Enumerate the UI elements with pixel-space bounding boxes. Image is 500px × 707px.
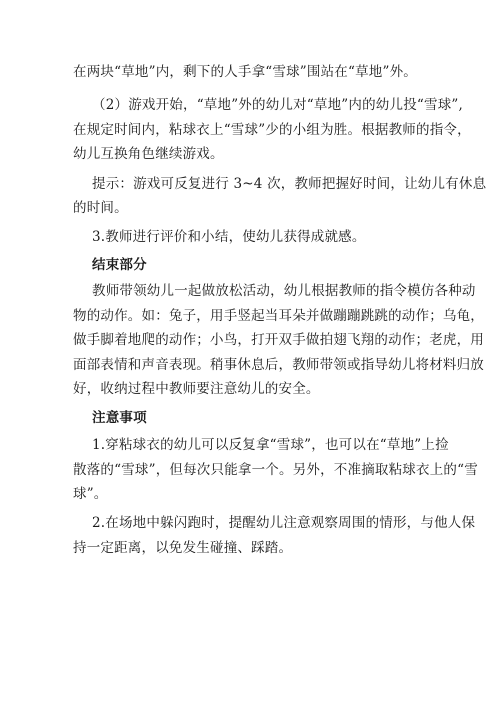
text-line: 提示：游戏可反复进行 3~4 次，教师把握好时间，让幼儿有休息	[92, 176, 487, 192]
text-line: 球”。	[73, 486, 108, 502]
text-line: 好，收纳过程中教师要注意幼儿的安全。	[73, 381, 320, 397]
text-line: 在两块“草地”内，剩下的人手拿“雪球”围站在“草地”外。	[73, 64, 418, 80]
text-line: 3.教师进行评价和小结，使幼儿获得成就感。	[92, 229, 366, 245]
text-line: 1.穿粘球衣的幼儿可以反复拿“雪球”，也可以在“草地”上捡	[92, 437, 449, 453]
text-line: 2.在场地中躲闪跑时，提醒幼儿注意观察周围的情形，与他人保	[92, 515, 476, 531]
section-heading: 结束部分	[92, 257, 147, 273]
text-line: 面部表情和声音表现。稍事休息后，教师带领或指导幼儿将材料归放	[73, 357, 484, 373]
text-line: 在规定时间内，粘球衣上“雪球”少的小组为胜。根据教师的指令，	[73, 122, 471, 138]
text-line: 做手脚着地爬的动作；小鸟，打开双手做拍翅飞翔的动作；老虎，用	[73, 332, 484, 348]
text-line: 教师带领幼儿一起做放松活动，幼儿根据教师的指令模仿各种动	[92, 283, 476, 299]
text-line: 幼儿互换角色继续游戏。	[73, 146, 224, 162]
text-line: 散落的“雪球”，但每次只能拿一个。另外，不准摘取粘球衣上的“雪	[73, 462, 478, 478]
text-line: 物的动作。如：兔子，用手竖起当耳朵并做蹦蹦跳跳的动作；乌龟，	[73, 308, 484, 324]
section-heading: 注意事项	[92, 410, 147, 426]
text-line: 持一定距离，以免发生碰撞、踩踏。	[73, 540, 293, 556]
text-line: 的时间。	[73, 200, 128, 216]
text-line: （2）游戏开始，“草地”外的幼儿对“草地”内的幼儿投“雪球”,	[92, 97, 463, 113]
